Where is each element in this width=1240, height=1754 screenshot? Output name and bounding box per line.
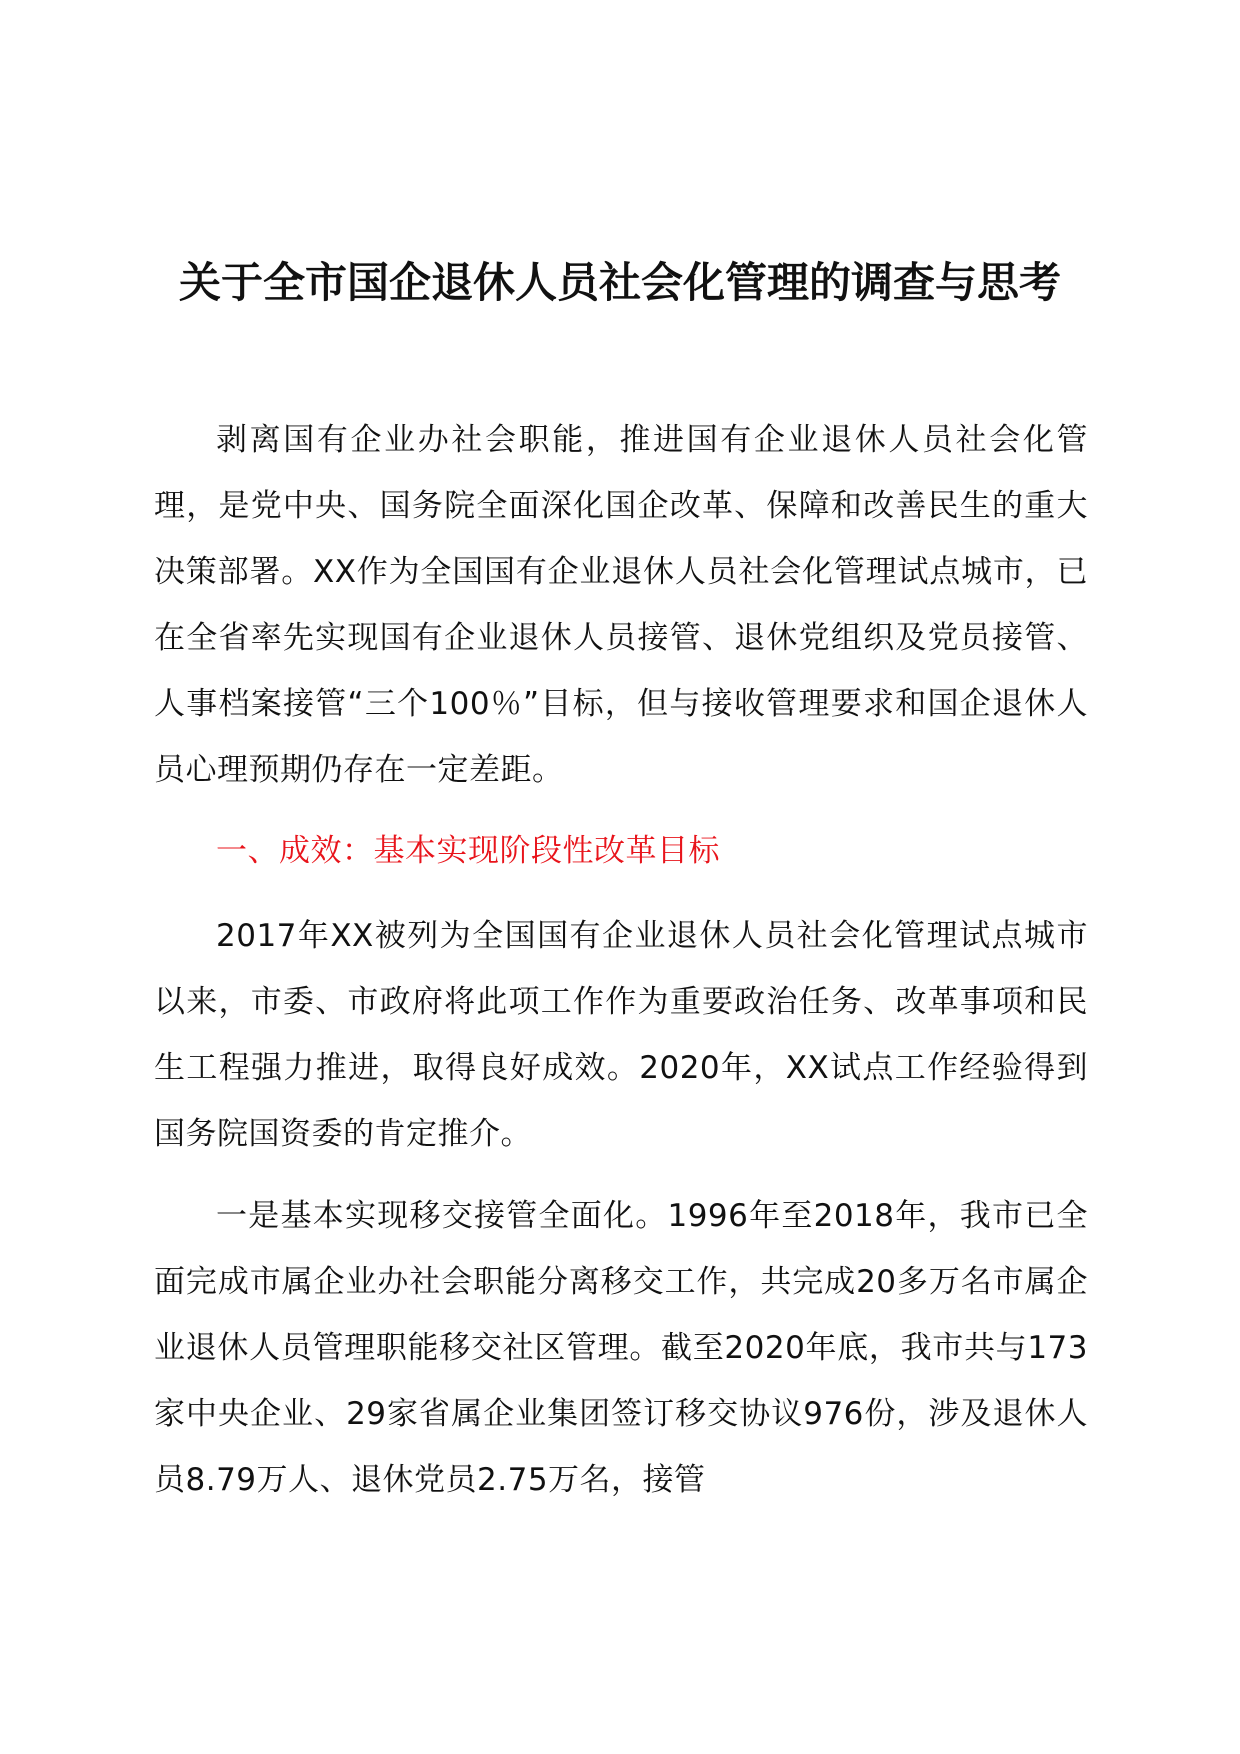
document-title: 关于全市国企退休人员社会化管理的调查与思考 [178, 258, 1061, 307]
body-paragraph-1: 2017年XX被列为全国国有企业退休人员社会化管理试点城市以来，市委、市政府将此项工作作为重要政治任务、改革事项和民生工程强力推进，取得良好成效。2020年，XX试点工作经验得到国务院国资委的肯定推介。 [154, 918, 1088, 1152]
section-heading: 一、成效：基本实现阶段性改革目标 [216, 833, 720, 869]
body-paragraph-2: 一是基本实现移交接管全面化。1996年至2018年，我市已全面完成市属企业办社会职能分离移交工作，共完成20多万名市属企业退休人员管理职能移交社区管理。截至2020年底，我市共与173家中央企业、29家省属企业集团签订移交协议976份，涉及退休人员8.79万人、退休党员2.75万名，接管 [154, 1198, 1088, 1498]
intro-paragraph: 剥离国有企业办社会职能，推进国有企业退休人员社会化管理，是党中央、国务院全面深化国企改革、保障和改善民生的重大决策部署。XX作为全国国有企业退休人员社会化管理试点城市，已在全省率先实现国有企业退休人员接管、退休党组织及党员接管、人事档案接管“三个100％”目标，但与接收管理要求和国企退休人员心理预期仍存在一定差距。 [154, 422, 1088, 788]
